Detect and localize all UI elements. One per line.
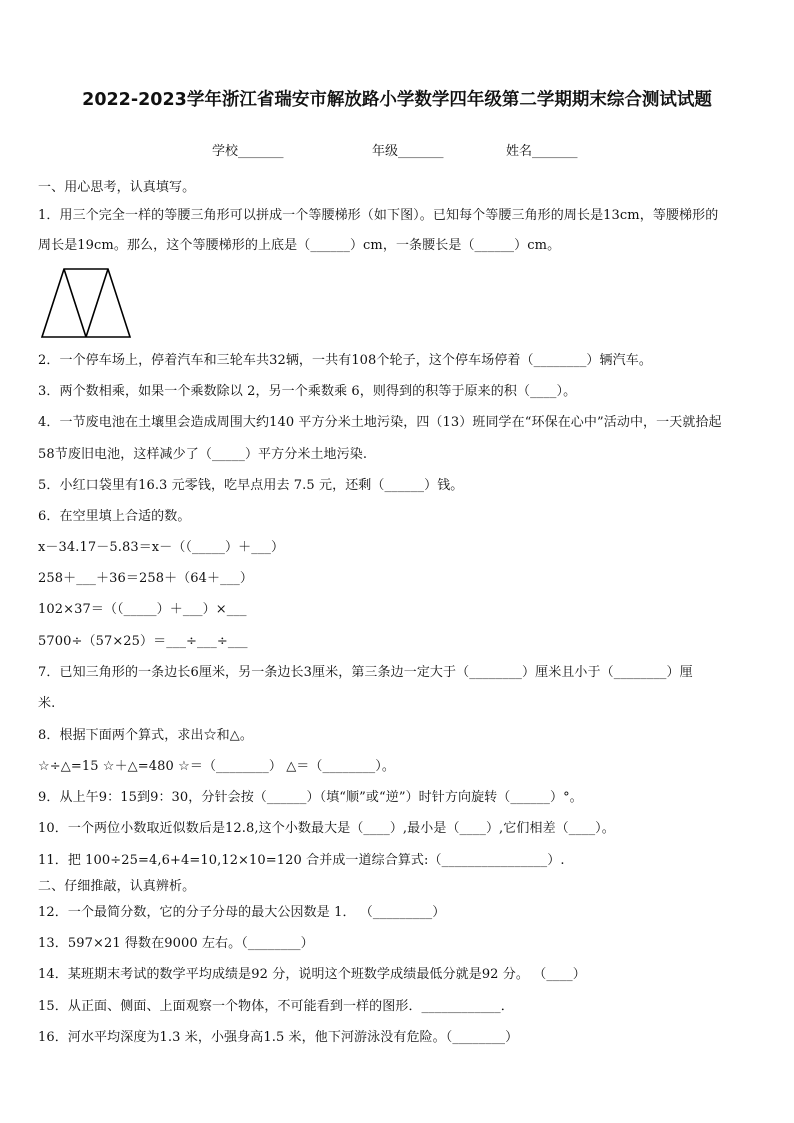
question-5: 5．小红口袋里有16.3 元零钱，吃早点用去 7.5 元，还剩（______）钱。	[38, 478, 464, 493]
question-10: 10．一个两位小数取近似数后是12.8,这个小数最大是（____）,最小是（____）,它们相差（____）。	[38, 821, 615, 836]
question-9: 9．从上午9：15到9：30，分针会按（______）（填“顺”或“逆”）时针方向旋转（______）°。	[38, 790, 583, 805]
question-12: 12．一个最简分数，它的分子分母的最大公因数是 1． （_________）	[38, 905, 446, 920]
trapezoid-figure	[40, 266, 132, 340]
question-1-line-2: 周长是19cm。那么，这个等腰梯形的上底是（______）cm，一条腰长是（______）cm。	[38, 238, 561, 253]
question-4-line-2: 58节废旧电池，这样减少了（_____）平方分米土地污染.	[38, 447, 368, 462]
question-6: 6．在空里填上合适的数。	[38, 509, 191, 524]
question-11: 11．把 100÷25=4,6+4=10,12×10=120 合并成一道综合算式:（________________）.	[38, 853, 565, 868]
question-3: 3．两个数相乘，如果一个乘数除以 2，另一个乘数乘 6，则得到的积等于原来的积（____）。	[38, 384, 577, 399]
name-field-label: 姓名_______	[506, 144, 578, 159]
question-2: 2．一个停车场上，停着汽车和三轮车共32辆，一共有108个轮子，这个停车场停着（________）辆汽车。	[38, 353, 652, 368]
question-1-line-1: 1．用三个完全一样的等腰三角形可以拼成一个等腰梯形（如下图）。已知每个等腰三角形的周长是13cm，等腰梯形的	[38, 208, 719, 223]
question-6-equation-4: 5700÷（57×25）＝___÷___÷___	[38, 634, 248, 649]
question-6-equation-1: x－34.17－5.83＝x－（（_____）＋___）	[38, 540, 285, 555]
question-14: 14．某班期末考试的数学平均成绩是92 分，说明这个班数学成绩最低分就是92 分。 （____）	[38, 967, 586, 982]
question-16: 16．河水平均深度为1.3 米，小强身高1.5 米，他下河游泳没有危险。（________）	[38, 1030, 519, 1045]
section-heading-2: 二、仔细推敲，认真辨析。	[38, 879, 196, 894]
question-6-equation-2: 258＋___＋36＝258＋（64＋___）	[38, 571, 254, 586]
question-15: 15．从正面、侧面、上面观察一个物体，不可能看到一样的图形．____________．	[38, 999, 514, 1014]
section-heading-1: 一、用心思考，认真填写。	[38, 180, 196, 195]
grade-field-label: 年级_______	[372, 144, 444, 159]
page-title: 2022-2023学年浙江省瑞安市解放路小学数学四年级第二学期期末综合测试试题	[82, 90, 712, 110]
question-4-line-1: 4．一节废电池在土壤里会造成周围大约140 平方分米土地污染，四（13）班同学在“环保在心中”活动中，一天就拾起	[38, 415, 722, 430]
question-7-line-2: 米.	[38, 696, 56, 711]
school-field-label: 学校_______	[212, 144, 284, 159]
question-7-line-1: 7．已知三角形的一条边长6厘米，另一条边长3厘米，第三条边一定大于（________）厘米且小于（________）厘	[38, 665, 693, 680]
question-8-equations: ☆÷△=15 ☆＋△=480 ☆＝（________） △＝（________）。	[38, 759, 395, 774]
question-6-equation-3: 102×37＝（（_____）＋___）×___	[38, 602, 247, 617]
question-13: 13．597×21 得数在9000 左右。（________）	[38, 936, 314, 951]
question-8: 8．根据下面两个算式，求出☆和△。	[38, 728, 253, 743]
